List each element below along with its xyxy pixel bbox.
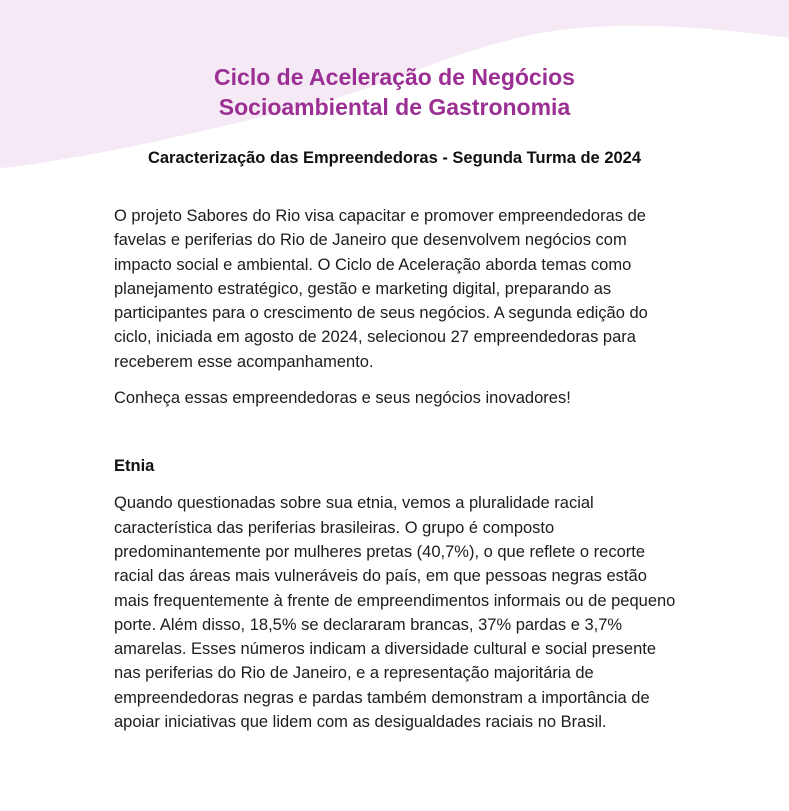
section-heading-etnia: Etnia xyxy=(114,457,155,476)
intro-paragraph: O projeto Sabores do Rio visa capacitar e promover empreendedoras de favelas e periferias do Rio de Janeiro que desenvolvem negócios com impacto social e ambiental. O Ciclo de Aceleração aborda temas como planejamento estratégico, gestão e marketing digital, preparando as participantes para o crescimento de seus negócios. A segunda edição do ciclo, iniciada em agosto de 2024, selecionou 27 empreendedoras para receberem esse acompanhamento. xyxy=(114,207,648,371)
title-line-1: Ciclo de Aceleração de Negócios xyxy=(214,64,575,90)
title-line-2: Socioambiental de Gastronomia xyxy=(218,94,571,120)
etnia-paragraph: Quando questionadas sobre sua etnia, vemos a pluralidade racial característica das periferias brasileiras. O grupo é composto predominantemente por mulheres pretas (40,7%), o que reflete o recorte racial das áreas mais vulneráveis do país, em que pessoas negras estão mais frequentemente à frente de empreendimentos informais ou de pequeno porte. Além disso, 18,5% se declararam brancas, 37% pardas e 3,7% amarelas. Esses números indicam a diversidade cultural e social presente nas periferias do Rio de Janeiro, e a representação majoritária de empreendedoras negras e pardas também demonstram a importância de apoiar iniciativas que lidem com as desigualdades raciais no Brasil. xyxy=(114,494,676,732)
document-subtitle: Caracterização das Empreendedoras - Segunda Turma de 2024 xyxy=(147,149,642,167)
document-title xyxy=(0,62,789,122)
cta-paragraph: Conheça essas empreendedoras e seus negócios inovadores! xyxy=(114,389,571,408)
document-body xyxy=(114,204,684,734)
